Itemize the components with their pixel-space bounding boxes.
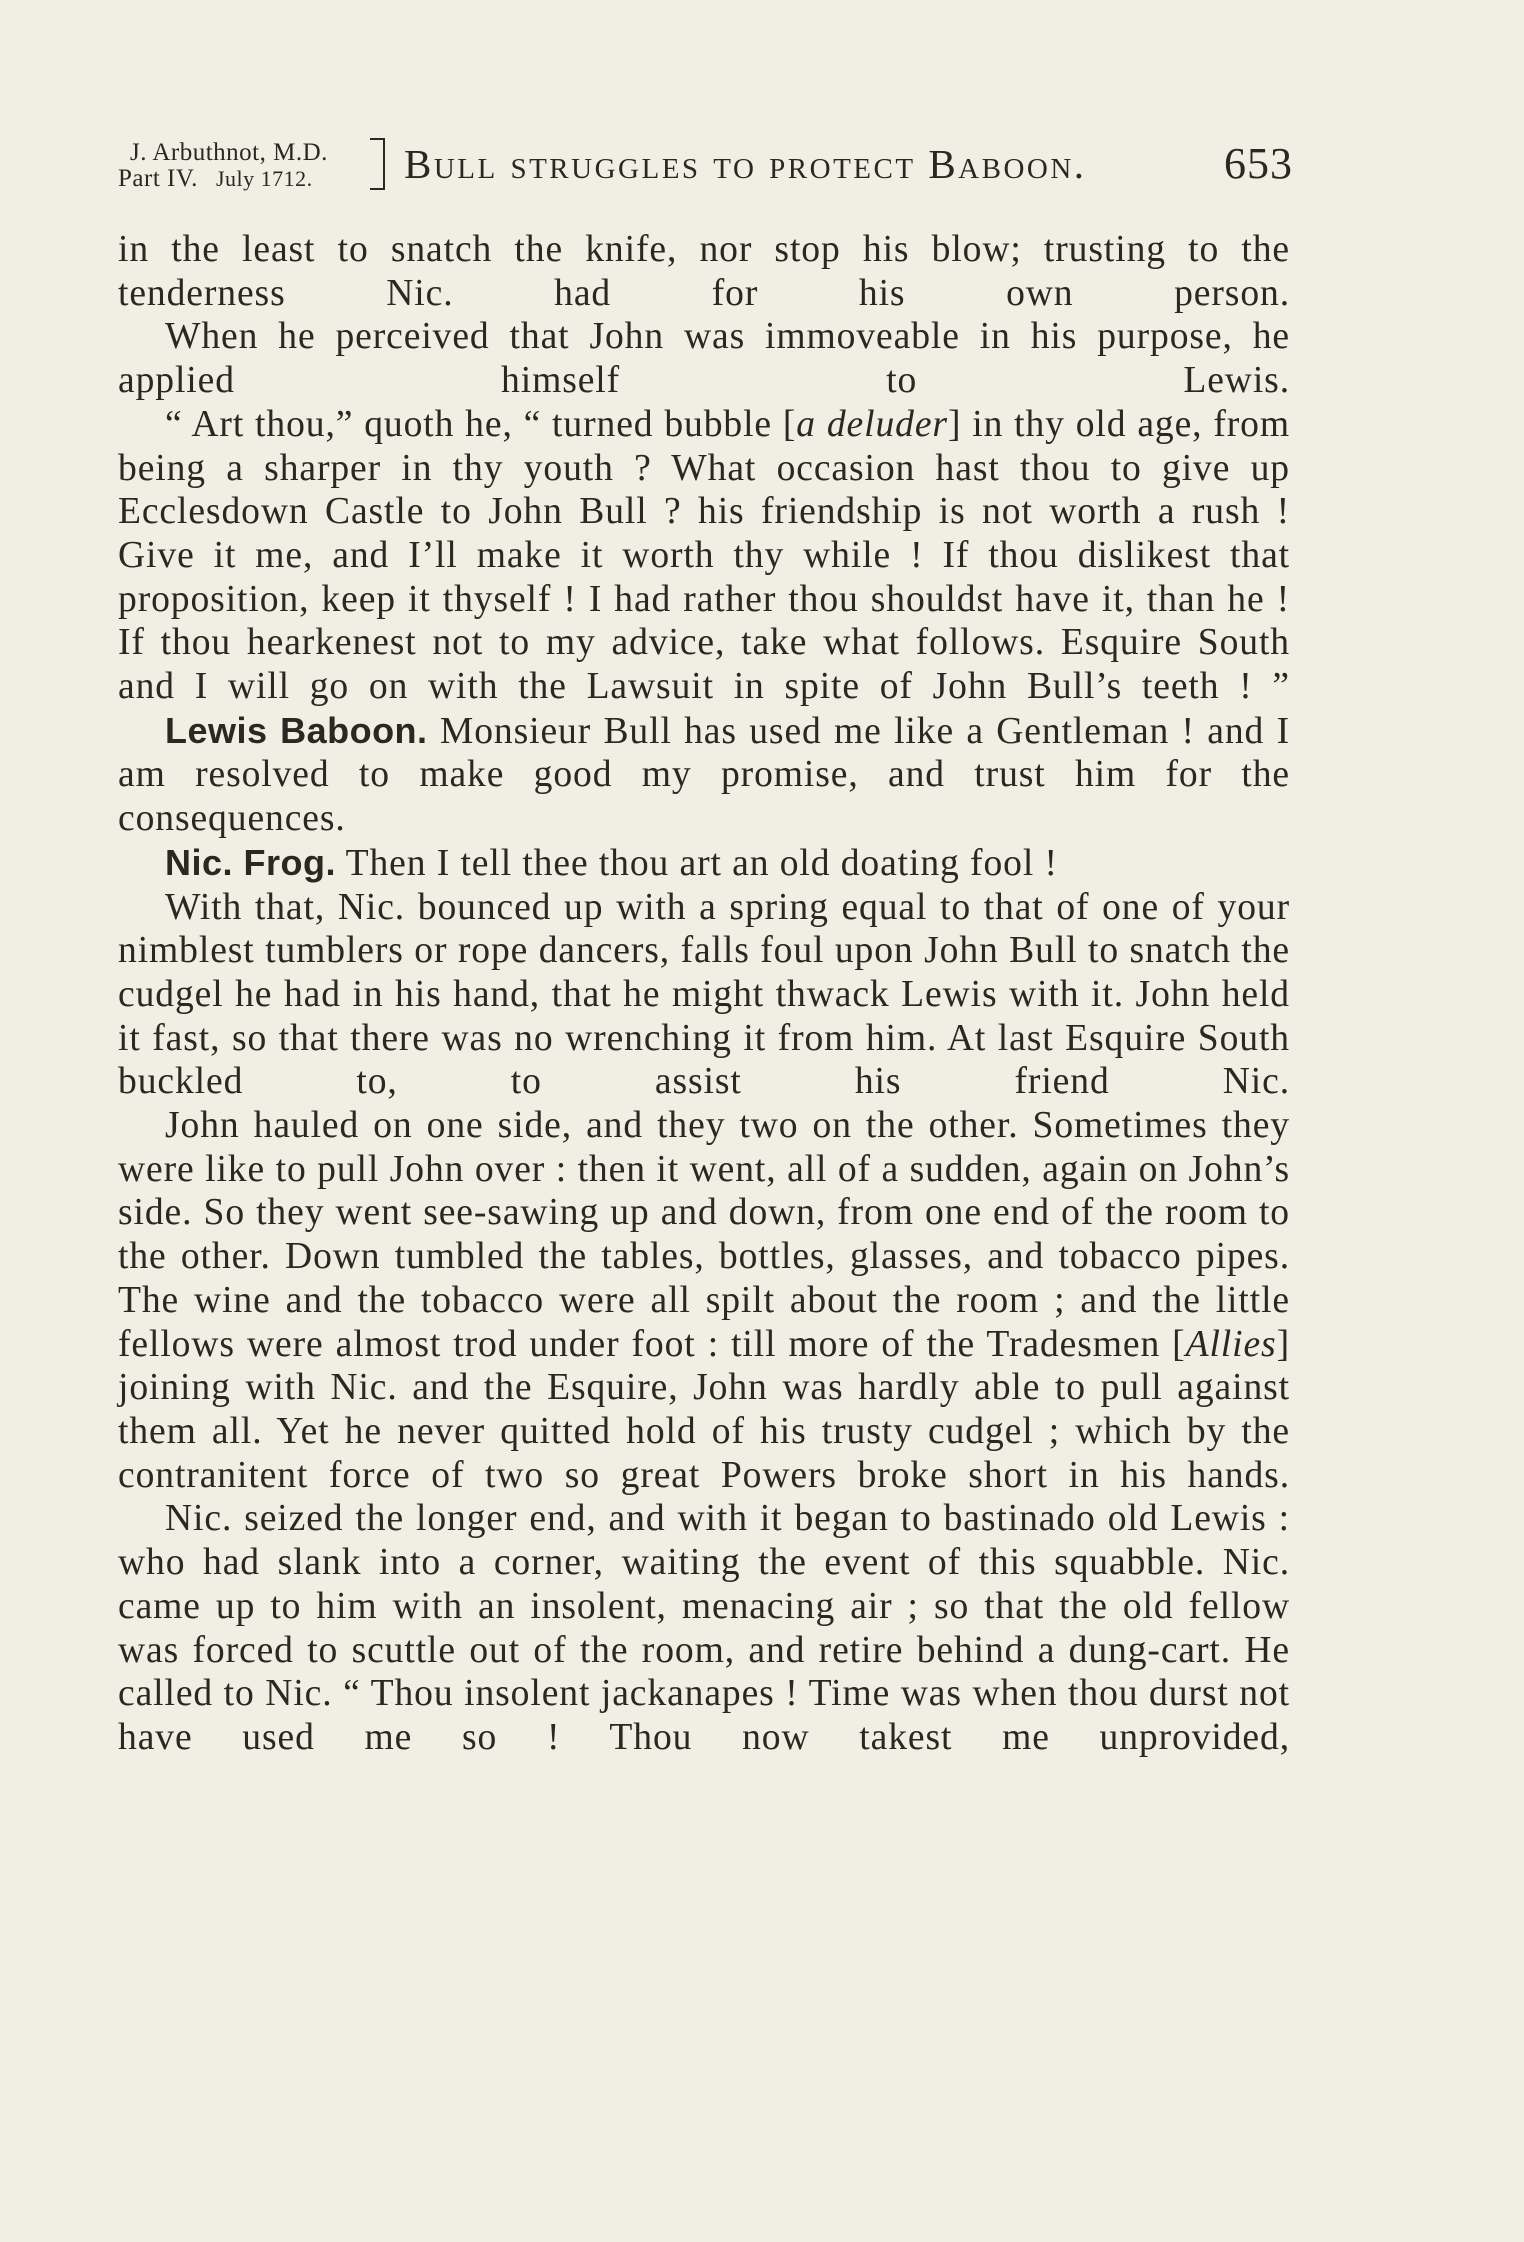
speech-text: Monsieur Bull has used me like a Gentleman ! and I am resolved to make good my promise, and trust him for the consequences. [118,710,1290,840]
author-name: J. Arbuthnot, M.D. [130,139,328,166]
editorial-gloss: Allies [1185,1323,1277,1365]
author-attribution [118,140,328,191]
paragraph [118,841,1290,886]
speaker-name: Nic. Frog. [165,841,337,883]
paragraph-text: John hauled on one side, and they two on the other. Sometimes they were like to pull John over : then it went, all of a sudden, again on John’s side. So they went see-sawing up and down, from one end of the room to the other. Down tumbled the tables, bottles, glasses, and tobacco pipes. The wine and the tobacco were all spilt about the room ; and the little fellows were almost trod under foot : till more of the Tradesmen [ [118,1105,1290,1365]
speech-text: Then I tell thee thou art an old doating fool ! [336,842,1058,884]
paragraph [118,403,1290,709]
editorial-gloss: a deluder [796,403,948,445]
paragraph [118,709,1290,841]
publication-date: July 1712. [215,166,313,191]
body-text [118,228,1290,1760]
paragraph: When he perceived that John was immoveable in his purpose, he applied himself to Lewis. [118,316,1290,402]
paragraph: With that, Nic. bounced up with a spring equal to that of one of your nimblest tumblers or rope dancers, falls foul upon John Bull to snatch the cudgel he had in his hand, that he might thwack Lewis with it. John held it fast, so that there was no wrenching it from him. At last Esquire South buckled to, to assist his friend Nic. [118,886,1290,1103]
running-title: Bull struggles to protect Baboon. [404,141,1087,187]
paragraph [118,1104,1290,1497]
paragraph-text: ] joining with Nic. and the Esquire, John was hardly able to pull against them all. Yet he never quitted hold of his trusty cudgel ; which by the contranitent force of two so great Powers broke short in his hands. [118,1323,1290,1496]
running-head [118,136,1293,200]
bracket-divider [370,138,385,190]
paragraph: in the least to snatch the knife, nor stop his blow; trusting to the tenderness Nic. had for his own person. [118,229,1290,314]
paragraph-text: ] in thy old age, from being a sharper in thy youth ? What occasion hast thou to give up Ecclesdown Castle to John Bull ? his friendship is not worth a rush ! Give it me, and I’ll make it worth thy while ! If thou dislikest that proposition, keep it thyself ! I had rather thou shouldst have it, than he ! If thou hearkenest not to my advice, take what follows. Esquire South and I will go on with the Lawsuit in spite of John Bull’s teeth ! ” [118,403,1290,708]
paragraph-text: “ Art thou,” quoth he, “ turned bubble [ [165,403,797,445]
part-label: Part IV. [118,165,198,192]
page-number: 653 [1224,139,1293,188]
speaker-name: Lewis Baboon. [165,709,428,751]
paragraph: Nic. seized the longer end, and with it began to bastinado old Lewis : who had slank into a corner, waiting the event of this squabble. Nic. came up to him with an insolent, menacing air ; so that the old fellow was forced to scuttle out of the room, and retire behind a dung-cart. He called to Nic. “ Thou insolent jackanapes ! Time was when thou durst not have used me so ! Thou now takest me unprovided, [118,1498,1290,1758]
